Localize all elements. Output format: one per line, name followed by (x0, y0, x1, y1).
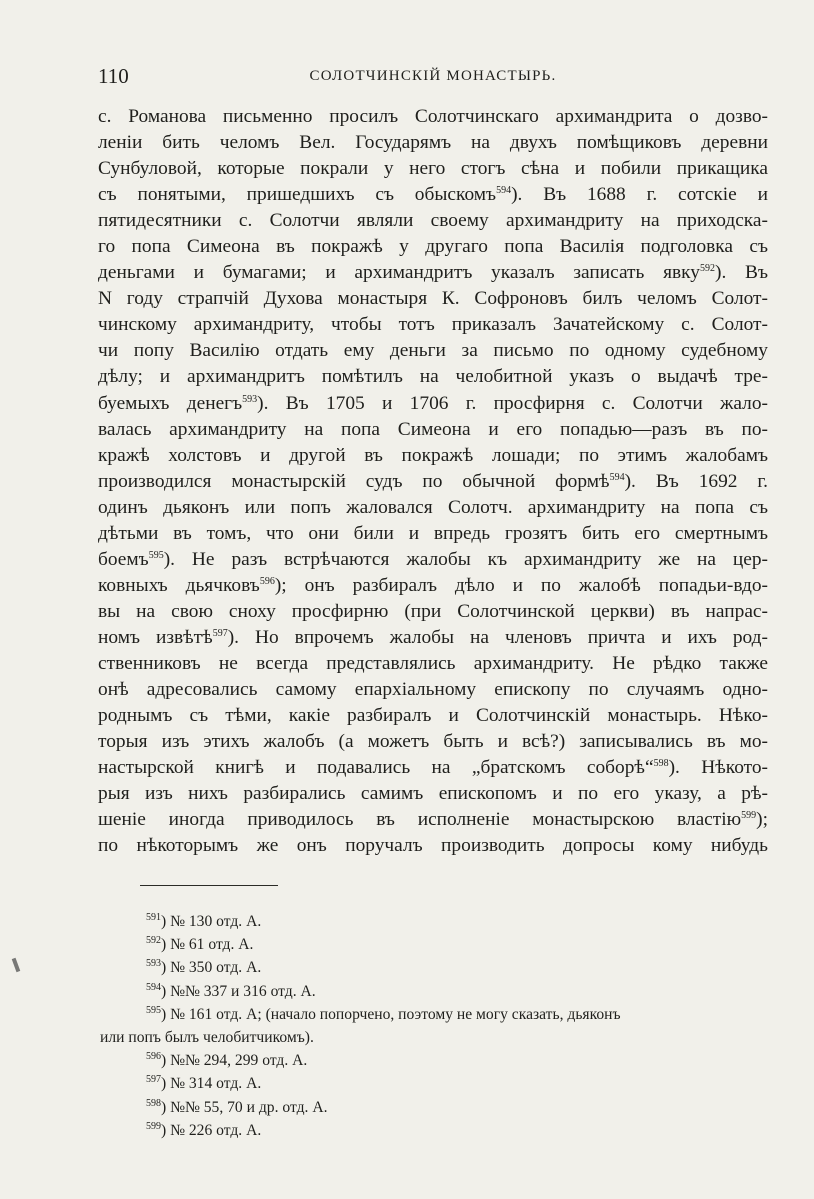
footnote-rule (140, 885, 278, 886)
footnote-text: или попъ былъ челобитчикомъ). (100, 1028, 314, 1046)
line-text-after: ). Въ 1705 и 1706 г. просфирня с. Солотчи жало- (257, 392, 768, 414)
footnote-text: ) №№ 294, 299 отд. А. (161, 1052, 308, 1070)
text-line (98, 338, 768, 364)
footnote (100, 1049, 768, 1072)
footnote-ref[interactable]: 594 (496, 185, 512, 197)
line-text: дѣлу; и архимандритъ помѣтилъ на челобитной указъ о выдачѣ тре- (98, 366, 768, 388)
footnote-text: ) №№ 337 и 316 отд. А. (161, 982, 316, 1000)
line-text: боемъ (98, 548, 149, 570)
text-line (98, 208, 768, 234)
text-line (98, 495, 768, 521)
text-line (98, 391, 768, 417)
footnote-number: 593 (146, 958, 161, 970)
footnote-number: 598 (146, 1097, 161, 1109)
line-text: рыя изъ нихъ разбирались самимъ епископомъ и по его указу, а рѣ- (98, 783, 768, 805)
line-text: роднымъ съ тѣми, какіе разбиралъ и Солотчинскій монастырь. Нѣко- (98, 705, 768, 727)
footnote (100, 1072, 768, 1095)
text-line (98, 286, 768, 312)
text-line (98, 651, 768, 677)
text-line (98, 234, 768, 260)
line-text: чи попу Василію отдать ему деньги за письмо по одному судебному (98, 340, 768, 362)
footnote-number: 597 (146, 1074, 161, 1086)
margin-mark (12, 958, 21, 973)
line-text: номъ извѣтѣ (98, 626, 213, 648)
line-text-after: ). Не разъ встрѣчаются жалобы къ архимандриту же на цер- (163, 548, 768, 570)
text-line (98, 599, 768, 625)
page-number: 110 (98, 64, 129, 88)
text-line (98, 573, 768, 599)
line-text-after: ). Въ 1692 г. (624, 470, 768, 492)
line-text: по нѣкоторымъ же онъ поручалъ производить допросы кому нибудь (98, 835, 768, 857)
text-line (98, 755, 768, 781)
line-text-after: ). Нѣкото- (668, 757, 768, 779)
line-text-after: ). Въ 1688 г. сотскіе и (511, 184, 768, 206)
line-text: съ понятыми, пришедшихъ съ обыскомъ (98, 184, 497, 206)
line-text-after: ); онъ разбиралъ дѣло и по жалобѣ попадьи-вдо- (274, 574, 768, 596)
text-line (98, 677, 768, 703)
footnote-text: ) № 350 отд. А. (161, 959, 262, 977)
text-line (98, 312, 768, 338)
running-title: СОЛОТЧИНСКІЙ МОНАСТЫРЬ. (309, 68, 557, 84)
footnote-number: 594 (146, 981, 161, 993)
text-line (98, 104, 768, 130)
text-line (98, 417, 768, 443)
text-line (98, 364, 768, 390)
line-text: Сунбуловой, которые покрали у него стогъ сѣна и побили прикащика (98, 158, 768, 180)
text-line (98, 443, 768, 469)
line-text: валась архимандриту на попа Симеона и его попадью—разъ въ по- (98, 418, 768, 440)
footnote-text: ) № 130 отд. А. (161, 913, 262, 930)
line-text: ственниковъ не всегда представлялись архимандриту. Не рѣдко также (98, 652, 768, 674)
footnotes (100, 910, 768, 1142)
line-text: с. Романова письменно просилъ Солотчинскаго архимандрита о дозво- (98, 106, 768, 127)
line-text: деньгами и бумагами; и архимандритъ указалъ записать явку (98, 262, 700, 284)
text-line (98, 156, 768, 182)
line-text: N году страпчій Духова монастыря К. Софроновъ билъ челомъ Солот- (98, 288, 768, 310)
line-text: буемыхъ денегъ (98, 392, 243, 414)
line-text: кражѣ холстовъ и другой въ покражѣ лошади; по этимъ жалобамъ (98, 444, 768, 466)
text-line (98, 833, 768, 859)
footnote-ref[interactable]: 595 (148, 549, 164, 561)
footnote (100, 956, 768, 979)
line-text: торыя изъ этихъ жалобъ (а можетъ быть и всѣ?) записывались въ мо- (98, 731, 768, 753)
line-text: одинъ дьяконъ или попъ жаловался Солотч. архимандриту на попа съ (98, 496, 768, 518)
text-line (98, 260, 768, 286)
text-line (98, 521, 768, 547)
footnote-number: 595 (146, 1004, 161, 1016)
footnote-ref[interactable]: 597 (212, 627, 228, 639)
footnote-ref[interactable]: 594 (609, 471, 625, 483)
line-text: производился монастырскій судъ по обычной формѣ (98, 470, 610, 492)
footnote-number: 591 (146, 912, 161, 923)
line-text: дѣтьми въ томъ, что они били и впредь грозятъ бить его смертнымъ (98, 522, 768, 544)
text-line (98, 625, 768, 651)
footnote (100, 910, 768, 933)
footnote-text: ) № 161 отд. А; (начало попорчено, поэтому не могу сказать, дьяконъ (161, 1005, 621, 1023)
text-line (98, 703, 768, 729)
footnote (100, 1003, 768, 1026)
footnote-ref[interactable]: 596 (259, 575, 275, 587)
line-text: вы на свою сноху просфирню (при Солотчинской церкви) въ напрас- (98, 600, 768, 622)
line-text: настырской книгѣ и подавались на „братскомъ соборѣ“ (98, 757, 654, 779)
text-line (98, 547, 768, 573)
text-line (98, 807, 768, 833)
line-text-after: ). Но впрочемъ жалобы на членовъ причта и ихъ род- (227, 626, 768, 648)
line-text: ленiи бить челомъ Вел. Государямъ на двухъ помѣщиковъ деревни (98, 132, 768, 154)
footnote (100, 980, 768, 1003)
line-text-after: ); (756, 809, 768, 831)
line-text-after: ). Въ (715, 262, 768, 284)
footnote-ref[interactable]: 598 (653, 758, 669, 770)
line-text: шеніе иногда приводилось въ исполненіе монастырскою властію (98, 809, 742, 831)
line-text: пятидесятники с. Солотчи являли своему архимандриту на приходска- (98, 210, 768, 232)
line-text: онѣ адресовались самому епархіальному епископу по случаямъ одно- (98, 679, 768, 701)
footnote-number: 599 (146, 1120, 161, 1132)
footnote-ref[interactable]: 599 (741, 810, 757, 822)
page-header (98, 64, 768, 94)
line-text: ковныхъ дьячковъ (98, 574, 260, 596)
footnote (100, 1096, 768, 1119)
footnote-number: 596 (146, 1051, 161, 1063)
footnote-number: 592 (146, 935, 161, 947)
line-text: чинскому архимандриту, чтобы тотъ приказалъ Зачатейскому с. Солот- (98, 314, 768, 336)
footnote-text: ) №№ 55, 70 и др. отд. А. (161, 1098, 328, 1116)
footnote-text: ) № 314 отд. А. (161, 1075, 262, 1093)
footnote (100, 1119, 768, 1142)
footnote-ref[interactable]: 593 (242, 393, 258, 405)
text-line (98, 130, 768, 156)
text-line (98, 729, 768, 755)
text-line (98, 469, 768, 495)
footnote-text: ) № 61 отд. А. (161, 936, 254, 954)
footnote (100, 933, 768, 956)
line-text: го попа Симеона въ покражѣ у другаго попа Василія подголовка съ (98, 236, 768, 258)
text-line (98, 182, 768, 208)
footnote-text: ) № 226 отд. А. (161, 1121, 262, 1139)
text-line (98, 781, 768, 807)
footnote (100, 1026, 768, 1049)
body-text (98, 104, 768, 859)
footnote-ref[interactable]: 592 (700, 263, 715, 275)
